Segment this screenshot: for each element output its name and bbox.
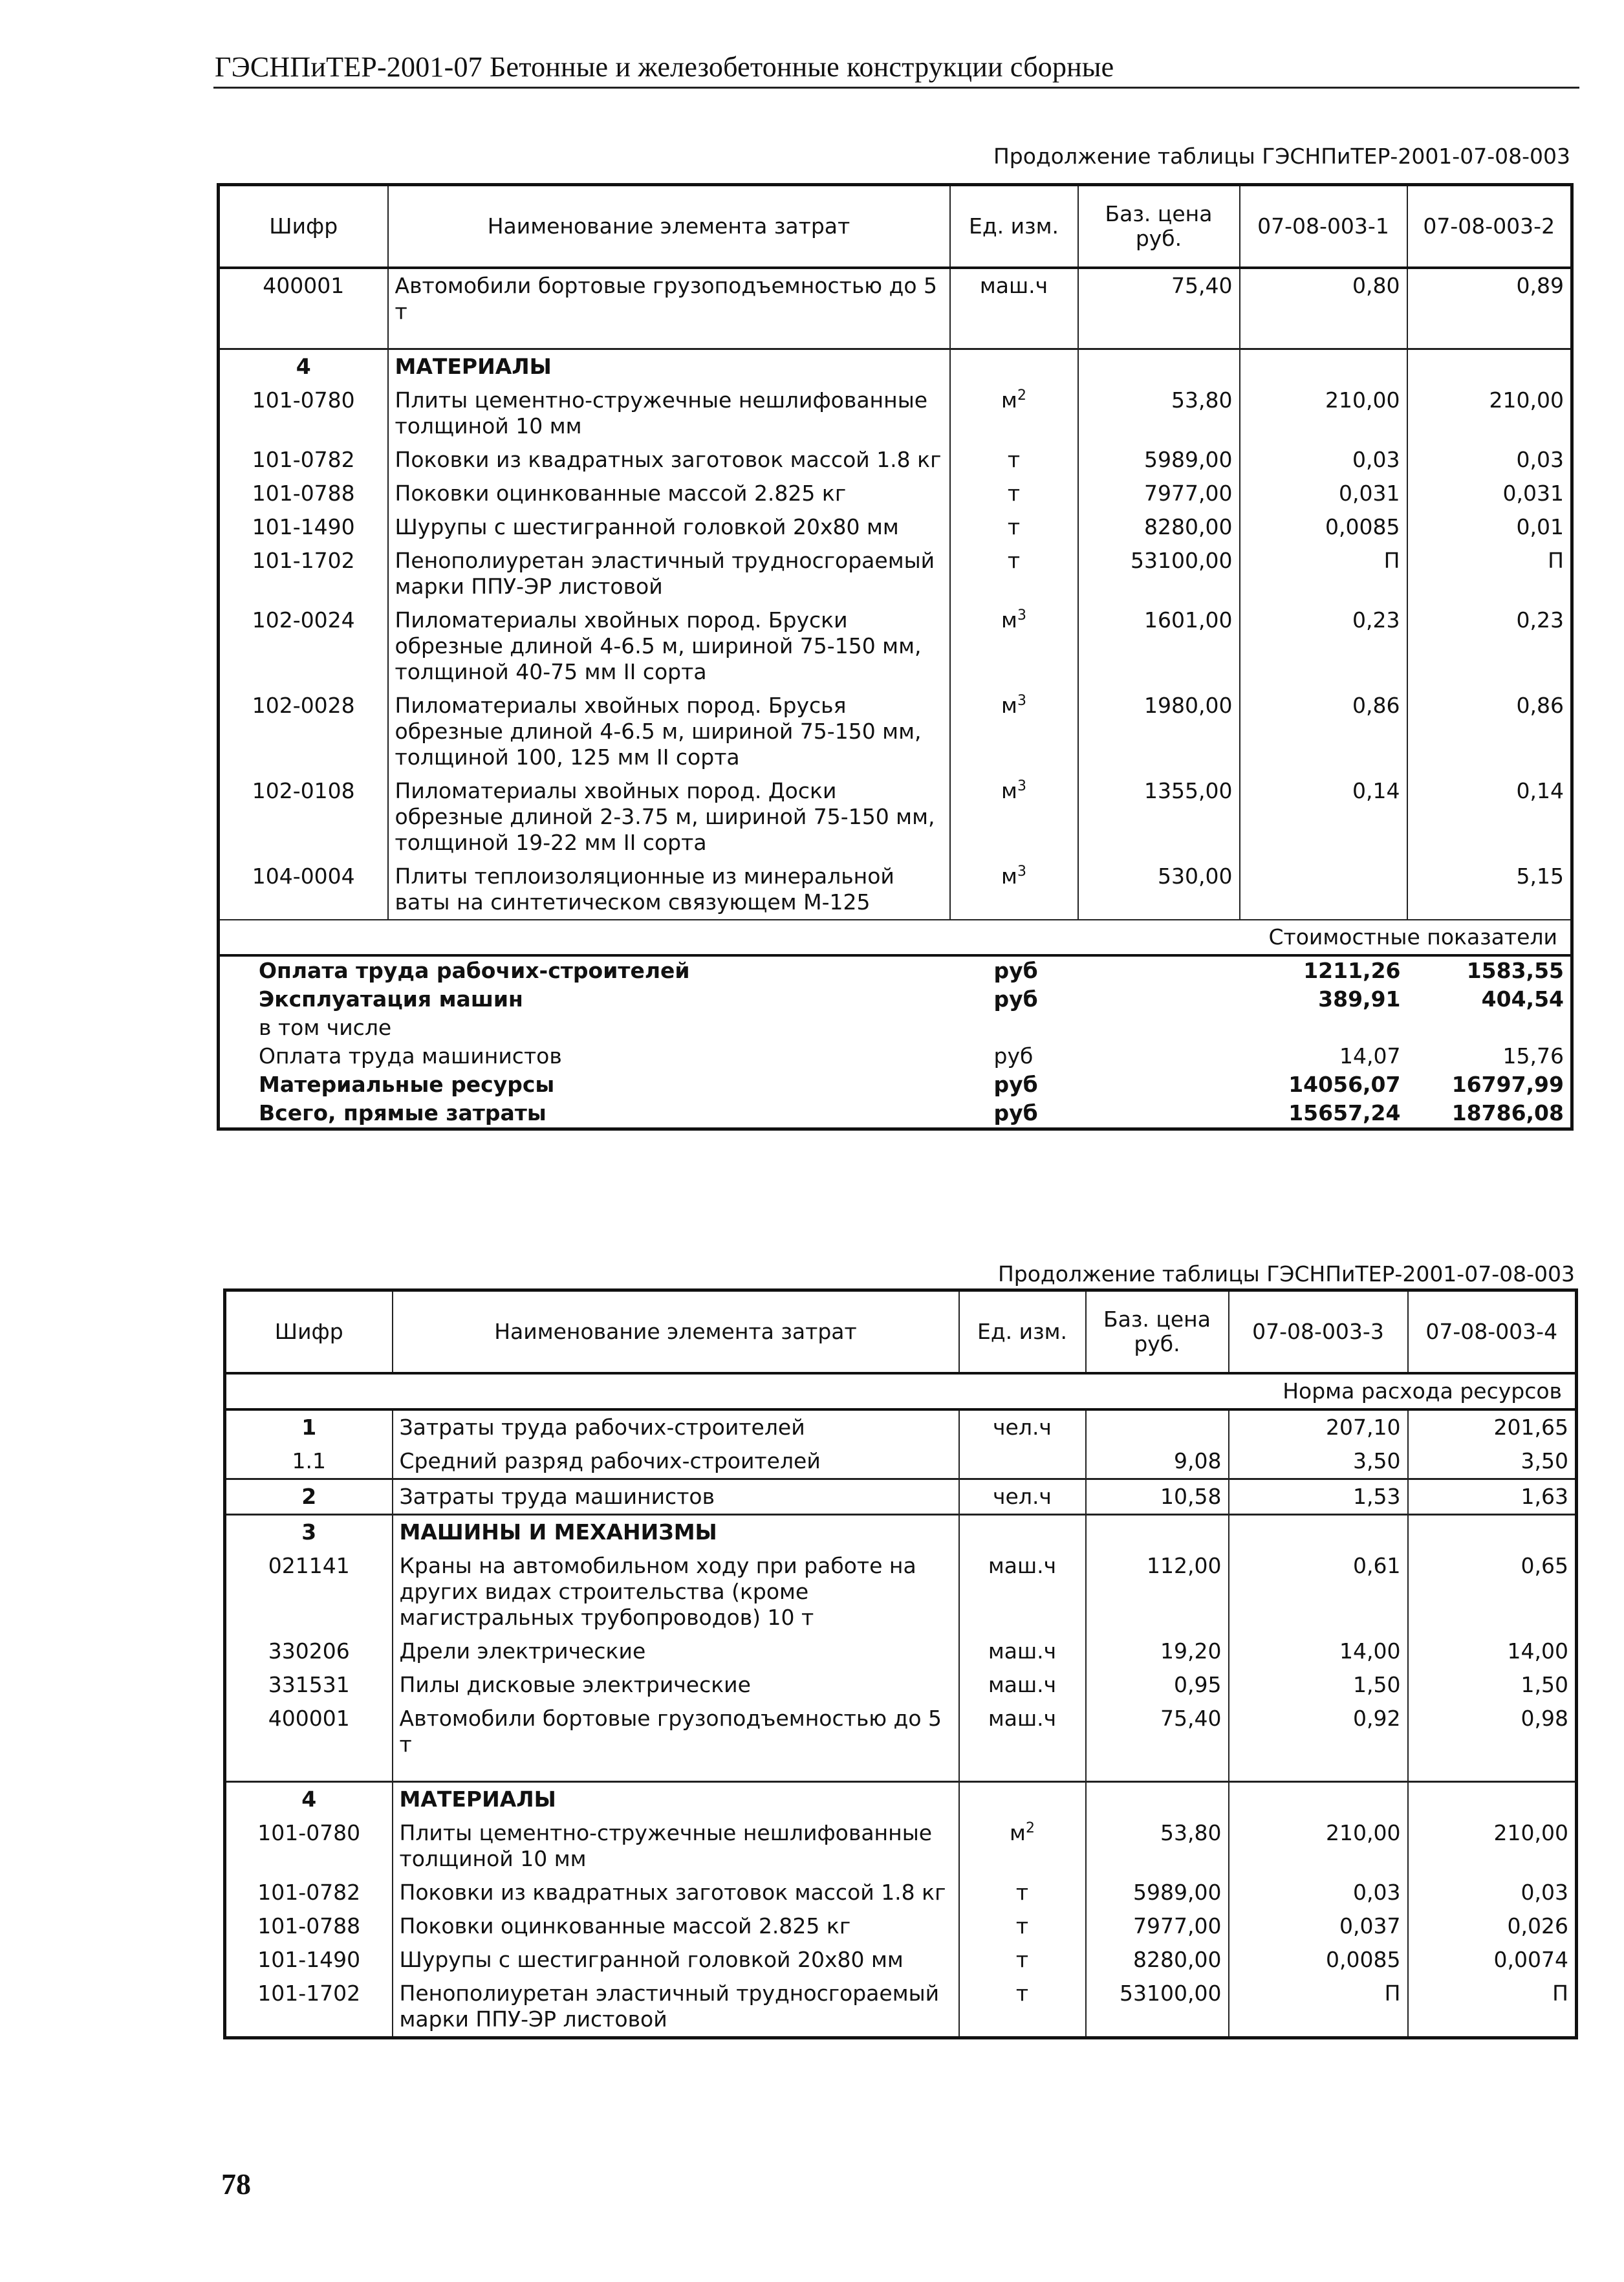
- table-row: [219, 268, 1572, 329]
- summary-value-1: 1211,26: [1303, 958, 1401, 983]
- row-base-price: 8280,00: [1078, 510, 1240, 544]
- row-base-price: 5989,00: [1086, 1876, 1229, 1909]
- row-unit: маш.ч: [959, 1702, 1086, 1761]
- row-base-price: [1086, 1409, 1229, 1444]
- column-header: 07-08-003-3: [1229, 1290, 1408, 1374]
- row-unit: $м^3$: [950, 603, 1078, 689]
- row-name: Поковки оцинкованные массой 2.825 кг: [393, 1909, 959, 1943]
- table-row: [225, 1816, 1577, 1876]
- row-name: Дрели электрические: [393, 1635, 959, 1668]
- column-header: Шифр: [225, 1290, 393, 1374]
- row-base-price: 1355,00: [1078, 774, 1240, 860]
- row-code: 101-0788: [225, 1909, 393, 1943]
- row-base-price: 1980,00: [1078, 689, 1240, 774]
- row-value-1: 210,00: [1229, 1816, 1408, 1876]
- column-header: Баз. цена руб.: [1086, 1290, 1229, 1374]
- row-value-1: [1229, 1782, 1408, 1817]
- row-base-price: 0,95: [1086, 1668, 1229, 1702]
- row-value-2: 210,00: [1408, 1816, 1577, 1876]
- row-code: 101-0782: [219, 443, 388, 477]
- summary-value-1: 15657,24: [1288, 1100, 1401, 1125]
- row-value-1: 1,50: [1229, 1668, 1408, 1702]
- table-row: [219, 689, 1572, 774]
- summary-name: Материальные ресурсы: [259, 1072, 555, 1097]
- table-row: [225, 1876, 1577, 1909]
- spacer-cell: [388, 329, 950, 349]
- summary-unit: руб: [993, 958, 1038, 983]
- row-name: Автомобили бортовые грузоподъемностью до 5 т: [388, 268, 950, 329]
- row-base-price: 7977,00: [1078, 477, 1240, 510]
- row-value-2: 0,23: [1407, 603, 1572, 689]
- row-base-price: 19,20: [1086, 1635, 1229, 1668]
- table-row: [225, 1515, 1577, 1550]
- table-row: [225, 1549, 1577, 1635]
- row-unit: [959, 1782, 1086, 1817]
- table-row: [219, 860, 1572, 920]
- row-code: 2: [225, 1479, 393, 1515]
- row-code: 1.1: [225, 1444, 393, 1479]
- row-code: 101-0782: [225, 1876, 393, 1909]
- row-name: Средний разряд рабочих-строителей: [393, 1444, 959, 1479]
- row-value-2: 0,98: [1408, 1702, 1577, 1761]
- summary-price-cell: [1078, 985, 1240, 1014]
- row-value-2: [1408, 1782, 1577, 1817]
- row-value-1: 3,50: [1229, 1444, 1408, 1479]
- table-row: [219, 985, 1572, 1014]
- summary-value-2: 18786,08: [1451, 1100, 1564, 1125]
- row-code: 331531: [225, 1668, 393, 1702]
- summary-unit: руб: [993, 1043, 1034, 1069]
- table-row: [225, 1444, 1577, 1479]
- running-title: ГЭСНПиТЕР-2001-07 Бетонные и железобетонные конструкции сборные: [215, 51, 1114, 83]
- row-value-1: [1240, 860, 1407, 920]
- row-value-2: [1408, 1515, 1577, 1550]
- row-value-2: 0,0074: [1408, 1943, 1577, 1977]
- summary-name: Эксплуатация машин: [259, 986, 523, 1012]
- row-base-price: 112,00: [1086, 1549, 1229, 1635]
- summary-value-2: [1407, 1014, 1572, 1042]
- row-code: 021141: [225, 1549, 393, 1635]
- row-value-2: 0,01: [1407, 510, 1572, 544]
- table1-caption: Продолжение таблицы ГЭСНПиТЕР-2001-07-08-003: [993, 144, 1570, 169]
- row-name: Пилы дисковые электрические: [393, 1668, 959, 1702]
- spacer-cell: [1086, 1761, 1229, 1782]
- spacer-cell: [1407, 329, 1572, 349]
- row-value-1: 0,86: [1240, 689, 1407, 774]
- band-label: Норма расхода ресурсов: [225, 1373, 1577, 1409]
- row-value-2: 0,86: [1407, 689, 1572, 774]
- row-unit: т: [959, 1876, 1086, 1909]
- column-header: Наименование элемента затрат: [388, 185, 950, 268]
- row-value-1: 0,03: [1240, 443, 1407, 477]
- table-row: [219, 774, 1572, 860]
- row-unit: т: [950, 510, 1078, 544]
- row-base-price: 1601,00: [1078, 603, 1240, 689]
- column-header: Ед. изм.: [959, 1290, 1086, 1374]
- summary-price-cell: [1078, 1014, 1240, 1042]
- row-base-price: [1086, 1515, 1229, 1550]
- row-value-2: П: [1408, 1977, 1577, 2038]
- row-value-1: 14,00: [1229, 1635, 1408, 1668]
- table-row: [219, 477, 1572, 510]
- row-base-price: 10,58: [1086, 1479, 1229, 1515]
- row-base-price: 53,80: [1078, 384, 1240, 443]
- row-value-2: 14,00: [1408, 1635, 1577, 1668]
- row-value-1: 0,03: [1229, 1876, 1408, 1909]
- table1-body: [219, 268, 1572, 1129]
- row-code: 104-0004: [219, 860, 388, 920]
- column-header: 07-08-003-4: [1408, 1290, 1577, 1374]
- spacer-cell: [1408, 1761, 1577, 1782]
- table-row: [225, 1668, 1577, 1702]
- column-header: Шифр: [219, 185, 388, 268]
- table-row: [219, 443, 1572, 477]
- row-unit: $м^3$: [950, 774, 1078, 860]
- row-name: Пиломатериалы хвойных пород. Доски обрезные длиной 2-3.75 м, шириной 75-150 мм, толщиной 19-22 мм II сорта: [388, 774, 950, 860]
- row-name: Плиты теплоизоляционные из минеральной ваты на синтетическом связующем М-125: [388, 860, 950, 920]
- row-unit: $м^2$: [950, 384, 1078, 443]
- row-value-2: 1,63: [1408, 1479, 1577, 1515]
- row-code: 102-0028: [219, 689, 388, 774]
- row-base-price: 75,40: [1078, 268, 1240, 329]
- row-value-1: 1,53: [1229, 1479, 1408, 1515]
- row-value-1: [1240, 349, 1407, 384]
- table-row: [225, 1909, 1577, 1943]
- row-value-1: 0,61: [1229, 1549, 1408, 1635]
- table-row: [219, 329, 1572, 349]
- row-name: Шурупы с шестигранной головкой 20х80 мм: [393, 1943, 959, 1977]
- row-name: Поковки из квадратных заготовок массой 1.8 кг: [393, 1876, 959, 1909]
- row-code: 4: [219, 349, 388, 384]
- summary-value-2: 404,54: [1481, 986, 1564, 1012]
- row-value-1: 207,10: [1229, 1409, 1408, 1444]
- spacer-cell: [950, 329, 1078, 349]
- summary-unit: руб: [993, 1100, 1038, 1125]
- row-name: Пенополиуретан эластичный трудносгораемый марки ППУ-ЭР листовой: [393, 1977, 959, 2038]
- summary-value-1: 389,91: [1318, 986, 1401, 1012]
- table-row: [225, 1409, 1577, 1444]
- row-unit: чел.ч: [959, 1479, 1086, 1515]
- table-row: [219, 955, 1572, 985]
- table-row: [225, 1943, 1577, 1977]
- row-base-price: 8280,00: [1086, 1943, 1229, 1977]
- spacer-cell: [959, 1761, 1086, 1782]
- row-unit: чел.ч: [959, 1409, 1086, 1444]
- row-name: Плиты цементно-стружечные нешлифованные толщиной 10 мм: [388, 384, 950, 443]
- summary-price-cell: [1078, 1042, 1240, 1070]
- row-value-2: [1407, 349, 1572, 384]
- table-row: [225, 1702, 1577, 1761]
- row-unit: т: [950, 443, 1078, 477]
- row-unit: $м^3$: [950, 689, 1078, 774]
- row-base-price: 530,00: [1078, 860, 1240, 920]
- summary-name: Оплата труда рабочих-строителей: [259, 958, 690, 983]
- row-name: МАШИНЫ И МЕХАНИЗМЫ: [393, 1515, 959, 1550]
- row-value-1: 0,031: [1240, 477, 1407, 510]
- table-row: [219, 384, 1572, 443]
- column-header: 07-08-003-2: [1407, 185, 1572, 268]
- row-value-1: [1229, 1515, 1408, 1550]
- row-base-price: 53100,00: [1086, 1977, 1229, 2038]
- row-name: Пиломатериалы хвойных пород. Брусья обрезные длиной 4-6.5 м, шириной 75-150 мм, толщиной 100, 125 мм II сорта: [388, 689, 950, 774]
- row-value-1: 0,0085: [1240, 510, 1407, 544]
- row-value-2: 0,03: [1407, 443, 1572, 477]
- spacer-cell: [1229, 1761, 1408, 1782]
- summary-name: в том числе: [259, 1015, 392, 1040]
- summary-unit: руб: [993, 986, 1038, 1012]
- row-value-2: 0,031: [1407, 477, 1572, 510]
- row-base-price: 53100,00: [1078, 544, 1240, 603]
- summary-value-2: 1583,55: [1466, 958, 1564, 983]
- summary-unit: [950, 1014, 1078, 1042]
- summary-name: Всего, прямые затраты: [259, 1100, 547, 1125]
- table-row: [225, 1479, 1577, 1515]
- row-base-price: 75,40: [1086, 1702, 1229, 1761]
- row-base-price: 9,08: [1086, 1444, 1229, 1479]
- row-value-2: 0,14: [1407, 774, 1572, 860]
- row-value-1: П: [1229, 1977, 1408, 2038]
- row-code: 101-0780: [225, 1816, 393, 1876]
- row-value-2: 0,026: [1408, 1909, 1577, 1943]
- table2-body: [225, 1373, 1577, 2038]
- row-code: 101-1490: [219, 510, 388, 544]
- column-header: Баз. цена руб.: [1078, 185, 1240, 268]
- table-row: [219, 1070, 1572, 1099]
- row-code: 101-1702: [225, 1977, 393, 2038]
- row-base-price: [1086, 1782, 1229, 1817]
- row-value-1: 0,80: [1240, 268, 1407, 329]
- table-row: [219, 1014, 1572, 1042]
- spacer-cell: [393, 1761, 959, 1782]
- row-code: 101-1490: [225, 1943, 393, 1977]
- row-base-price: 53,80: [1086, 1816, 1229, 1876]
- table-row: [225, 1761, 1577, 1782]
- row-unit: маш.ч: [959, 1549, 1086, 1635]
- row-name: Поковки из квадратных заготовок массой 1.8 кг: [388, 443, 950, 477]
- row-code: 400001: [219, 268, 388, 329]
- row-code: 101-1702: [219, 544, 388, 603]
- row-value-1: 0,037: [1229, 1909, 1408, 1943]
- summary-price-cell: [1078, 955, 1240, 985]
- row-value-2: 0,89: [1407, 268, 1572, 329]
- spacer-cell: [219, 329, 388, 349]
- spacer-cell: [1240, 329, 1407, 349]
- row-code: 4: [225, 1782, 393, 1817]
- row-name: Автомобили бортовые грузоподъемностью до 5 т: [393, 1702, 959, 1761]
- row-unit: т: [950, 477, 1078, 510]
- row-value-1: 0,0085: [1229, 1943, 1408, 1977]
- row-unit: т: [959, 1943, 1086, 1977]
- summary-name: Оплата труда машинистов: [259, 1043, 562, 1069]
- table-row: [225, 1977, 1577, 2038]
- spacer-cell: [225, 1761, 393, 1782]
- row-value-1: 0,23: [1240, 603, 1407, 689]
- table-row: [219, 349, 1572, 384]
- row-code: 102-0024: [219, 603, 388, 689]
- row-unit: маш.ч: [950, 268, 1078, 329]
- row-value-2: 0,03: [1408, 1876, 1577, 1909]
- row-code: 101-0788: [219, 477, 388, 510]
- band-label: Стоимостные показатели: [219, 920, 1572, 955]
- table2-header-row: [225, 1290, 1577, 1374]
- row-value-2: П: [1407, 544, 1572, 603]
- row-base-price: [1078, 349, 1240, 384]
- row-value-2: 0,65: [1408, 1549, 1577, 1635]
- column-header: Ед. изм.: [950, 185, 1078, 268]
- row-unit: маш.ч: [959, 1635, 1086, 1668]
- row-value-2: 201,65: [1408, 1409, 1577, 1444]
- row-name: Пенополиуретан эластичный трудносгораемый марки ППУ-ЭР листовой: [388, 544, 950, 603]
- row-code: 102-0108: [219, 774, 388, 860]
- table-row: [225, 1782, 1577, 1817]
- row-unit: т: [950, 544, 1078, 603]
- table-row: [225, 1373, 1577, 1409]
- row-value-1: 0,92: [1229, 1702, 1408, 1761]
- row-name: МАТЕРИАЛЫ: [388, 349, 950, 384]
- table-row: [219, 510, 1572, 544]
- table-row: [219, 920, 1572, 955]
- row-unit: [959, 1515, 1086, 1550]
- table1: [217, 183, 1574, 1131]
- summary-value-1: [1240, 1014, 1407, 1042]
- row-name: Затраты труда рабочих-строителей: [393, 1409, 959, 1444]
- summary-price-cell: [1078, 1070, 1240, 1099]
- row-value-1: 0,14: [1240, 774, 1407, 860]
- row-name: Плиты цементно-стружечные нешлифованные толщиной 10 мм: [393, 1816, 959, 1876]
- row-name: Поковки оцинкованные массой 2.825 кг: [388, 477, 950, 510]
- column-header: 07-08-003-1: [1240, 185, 1407, 268]
- row-value-1: П: [1240, 544, 1407, 603]
- row-value-2: 1,50: [1408, 1668, 1577, 1702]
- summary-value-2: 15,76: [1502, 1043, 1564, 1069]
- summary-value-1: 14,07: [1339, 1043, 1401, 1069]
- row-code: 330206: [225, 1635, 393, 1668]
- row-unit: т: [959, 1909, 1086, 1943]
- summary-value-1: 14056,07: [1288, 1072, 1401, 1097]
- summary-value-2: 16797,99: [1451, 1072, 1564, 1097]
- page-number: 78: [221, 2168, 251, 2200]
- row-code: 101-0780: [219, 384, 388, 443]
- row-unit: [950, 349, 1078, 384]
- row-unit: т: [959, 1977, 1086, 2038]
- column-header: Наименование элемента затрат: [393, 1290, 959, 1374]
- row-base-price: 7977,00: [1086, 1909, 1229, 1943]
- table-row: [219, 603, 1572, 689]
- row-base-price: 5989,00: [1078, 443, 1240, 477]
- summary-unit: руб: [993, 1072, 1038, 1097]
- row-value-2: 3,50: [1408, 1444, 1577, 1479]
- row-unit: $м^3$: [950, 860, 1078, 920]
- row-name: Краны на автомобильном ходу при работе на других видах строительства (кроме магистральных трубопроводов) 10 т: [393, 1549, 959, 1635]
- table1-header-row: [219, 185, 1572, 268]
- table-row: [219, 1099, 1572, 1129]
- row-name: Пиломатериалы хвойных пород. Бруски обрезные длиной 4-6.5 м, шириной 75-150 мм, толщиной 40-75 мм II сорта: [388, 603, 950, 689]
- table-row: [219, 1042, 1572, 1070]
- row-unit: $м^2$: [959, 1816, 1086, 1876]
- row-name: Шурупы с шестигранной головкой 20х80 мм: [388, 510, 950, 544]
- table2-caption: Продолжение таблицы ГЭСНПиТЕР-2001-07-08-003: [997, 1261, 1575, 1287]
- row-value-2: 5,15: [1407, 860, 1572, 920]
- row-value-2: 210,00: [1407, 384, 1572, 443]
- summary-price-cell: [1078, 1099, 1240, 1129]
- table-row: [225, 1635, 1577, 1668]
- row-unit: маш.ч: [959, 1668, 1086, 1702]
- table2: [223, 1288, 1578, 2039]
- title-rule: [213, 87, 1579, 89]
- row-code: 1: [225, 1409, 393, 1444]
- row-name: Затраты труда машинистов: [393, 1479, 959, 1515]
- row-name: МАТЕРИАЛЫ: [393, 1782, 959, 1817]
- row-unit: [959, 1444, 1086, 1479]
- spacer-cell: [1078, 329, 1240, 349]
- row-code: 400001: [225, 1702, 393, 1761]
- row-code: 3: [225, 1515, 393, 1550]
- row-value-1: 210,00: [1240, 384, 1407, 443]
- table-row: [219, 544, 1572, 603]
